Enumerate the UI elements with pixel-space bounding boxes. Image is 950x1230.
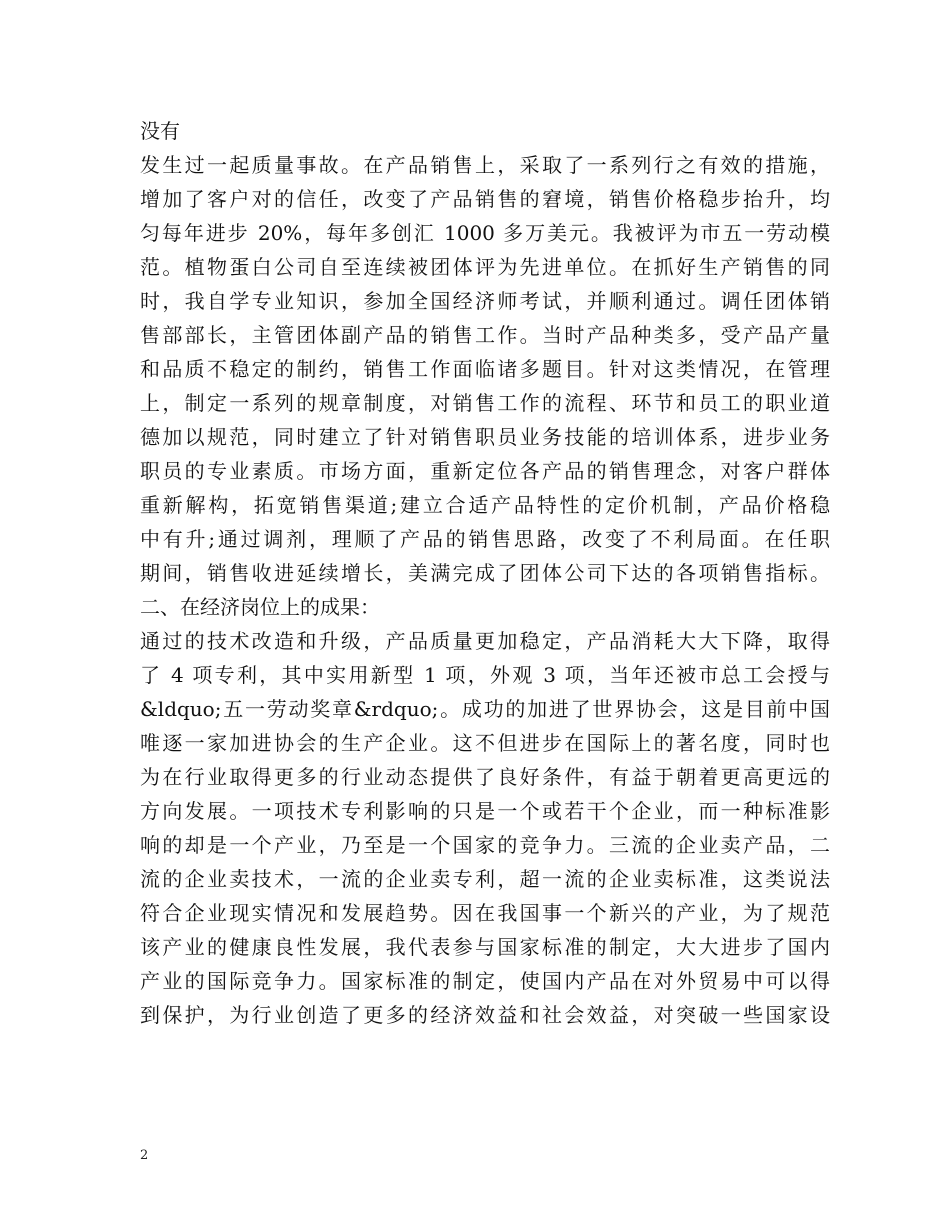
text-line: 德加以规范，同时建立了针对销售职员业务技能的培训体系，进步业务 <box>140 425 830 449</box>
text-line: 为在行业取得更多的行业动态提供了良好条件，有益于朝着更高更远的 <box>140 765 830 789</box>
text-line: 范。植物蛋白公司自至连续被团体评为先进单位。在抓好生产销售的同 <box>140 255 830 279</box>
text-line: 流的企业卖技术，一流的企业卖专利，超一流的企业卖标准，这类说法 <box>140 867 830 891</box>
body-text <box>140 114 830 1032</box>
text-line: 方向发展。一项技术专利影响的只是一个或若干个企业，而一种标准影 <box>140 799 830 823</box>
text-line: 了 4 项专利，其中实用新型 1 项，外观 3 项，当年还被市总工会授与 <box>140 663 830 687</box>
text-line: 中有升;通过调剂，理顺了产品的销售思路，改变了不利局面。在任职 <box>140 527 830 551</box>
text-line: 售部部长，主管团体副产品的销售工作。当时产品种类多，受产品产量 <box>140 323 830 347</box>
text-line: 时，我自学专业知识，参加全国经济师考试，并顺利通过。调任团体销 <box>140 289 830 313</box>
text-line: 符合企业现实情况和发展趋势。因在我国事一个新兴的产业，为了规范 <box>140 901 830 925</box>
text-line: 匀每年进步 20%，每年多创汇 1000 多万美元。我被评为市五一劳动模 <box>140 221 830 245</box>
text-line: 重新解构，拓宽销售渠道;建立合适产品特性的定价机制，产品价格稳 <box>140 493 830 517</box>
text-line: 上，制定一系列的规章制度，对销售工作的流程、环节和员工的职业道 <box>140 391 830 415</box>
text-line: 和品质不稳定的制约，销售工作面临诸多题目。针对这类情况，在管理 <box>140 357 830 381</box>
text-line: 产业的国际竞争力。国家标准的制定，使国内产品在对外贸易中可以得 <box>140 969 830 993</box>
text-line: 没有 <box>140 119 180 143</box>
section-heading: 二、在经济岗位上的成果： <box>140 595 380 619</box>
text-line: 发生过一起质量事故。在产品销售上，采取了一系列行之有效的措施， <box>140 153 830 177</box>
text-line: &ldquo;五一劳动奖章&rdquo;。成功的加进了世界协会，这是目前中国 <box>140 697 830 721</box>
text-line: 增加了客户对的信任，改变了产品销售的窘境，销售价格稳步抬升，均 <box>140 187 830 211</box>
text-line: 到保护，为行业创造了更多的经济效益和社会效益，对突破一些国家设 <box>140 1003 830 1027</box>
text-line: 通过的技术改造和升级，产品质量更加稳定，产品消耗大大下降，取得 <box>140 629 830 653</box>
text-line: 唯逐一家加进协会的生产企业。这不但进步在国际上的著名度，同时也 <box>140 731 830 755</box>
text-line: 响的却是一个产业，乃至是一个国家的竞争力。三流的企业卖产品，二 <box>140 833 830 857</box>
text-line: 该产业的健康良性发展，我代表参与国家标准的制定，大大进步了国内 <box>140 935 830 959</box>
page-number: 2 <box>140 1148 149 1163</box>
text-line: 期间，销售收进延续增长，美满完成了团体公司下达的各项销售指标。 <box>140 561 830 585</box>
text-line: 职员的专业素质。市场方面，重新定位各产品的销售理念，对客户群体 <box>140 459 830 483</box>
